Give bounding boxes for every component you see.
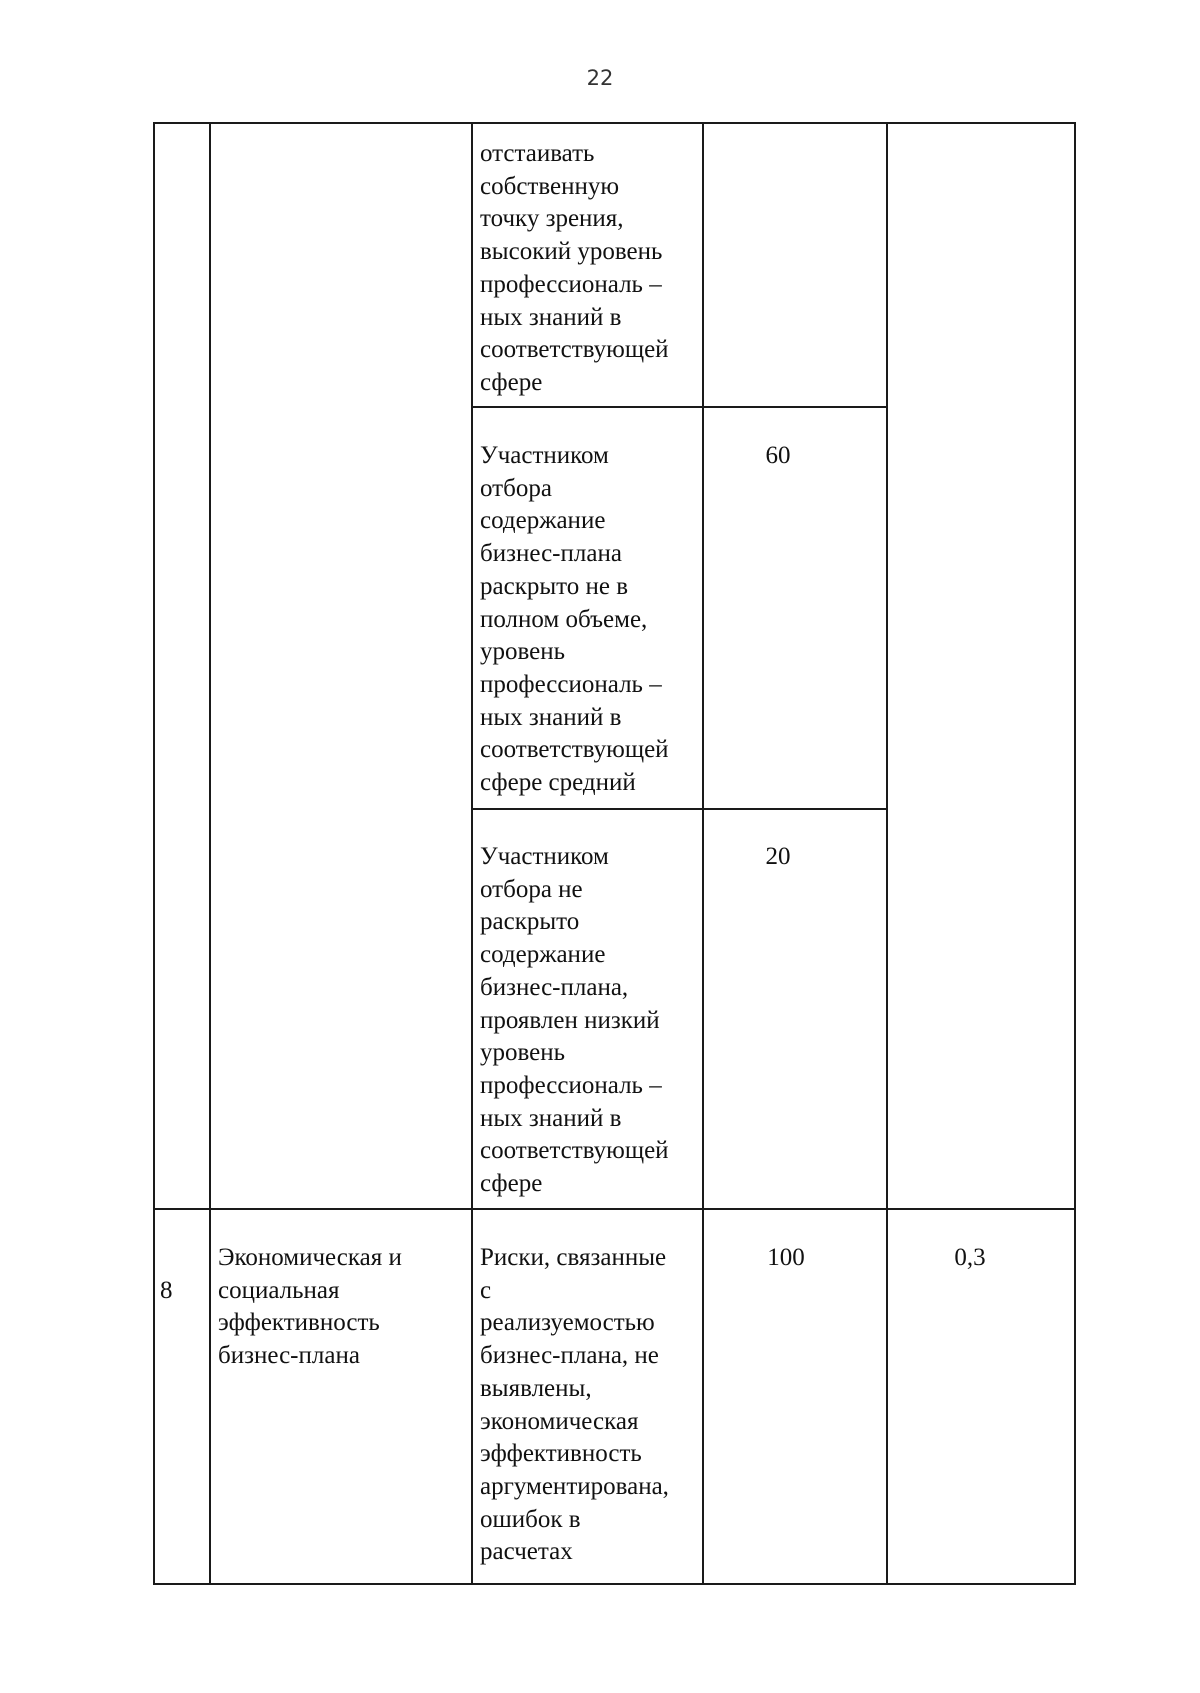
- table-border-bottom: [153, 1583, 1076, 1585]
- column-divider-1: [209, 122, 211, 1585]
- table-row-3-description: Участником отбора не раскрыто содержание бизнес-плана, проявлен низкий уровень профессиональ – ных знаний в соответствующей сфере: [480, 843, 669, 1198]
- table-border-right: [1074, 122, 1076, 1585]
- row-divider-2: [471, 808, 888, 810]
- table-row-1-description: отстаивать собственную точку зрения, высокий уровень профессиональ – ных знаний в соответствующей сфере: [480, 140, 669, 396]
- table-row-4-score: 100: [767, 1244, 805, 1271]
- table-row-4-description: Риски, связанные с реализуемостью бизнес-плана, не выявлены, экономическая эффективность аргументирована, ошибок в расчетах: [480, 1244, 669, 1566]
- table-row-2-score: 60: [765, 442, 791, 469]
- table-border-top: [153, 122, 1076, 124]
- column-divider-4: [886, 122, 888, 1585]
- table-row-2-description: Участником отбора содержание бизнес-плана раскрыто не в полном объеме, уровень профессиональ – ных знаний в соответствующей сфере средний: [480, 442, 669, 797]
- row-divider-3: [153, 1208, 1076, 1210]
- page-number: 22: [586, 66, 614, 90]
- table-row-3-score: 20: [765, 843, 791, 870]
- table-border-left: [153, 122, 155, 1585]
- table-row-4-number: 8: [160, 1277, 173, 1304]
- table-row-4-criterion: Экономическая и социальная эффективность бизнес-плана: [218, 1244, 402, 1370]
- table-row-4-weight: 0,3: [954, 1244, 986, 1271]
- column-divider-2: [471, 122, 473, 1585]
- row-divider-1: [471, 406, 888, 408]
